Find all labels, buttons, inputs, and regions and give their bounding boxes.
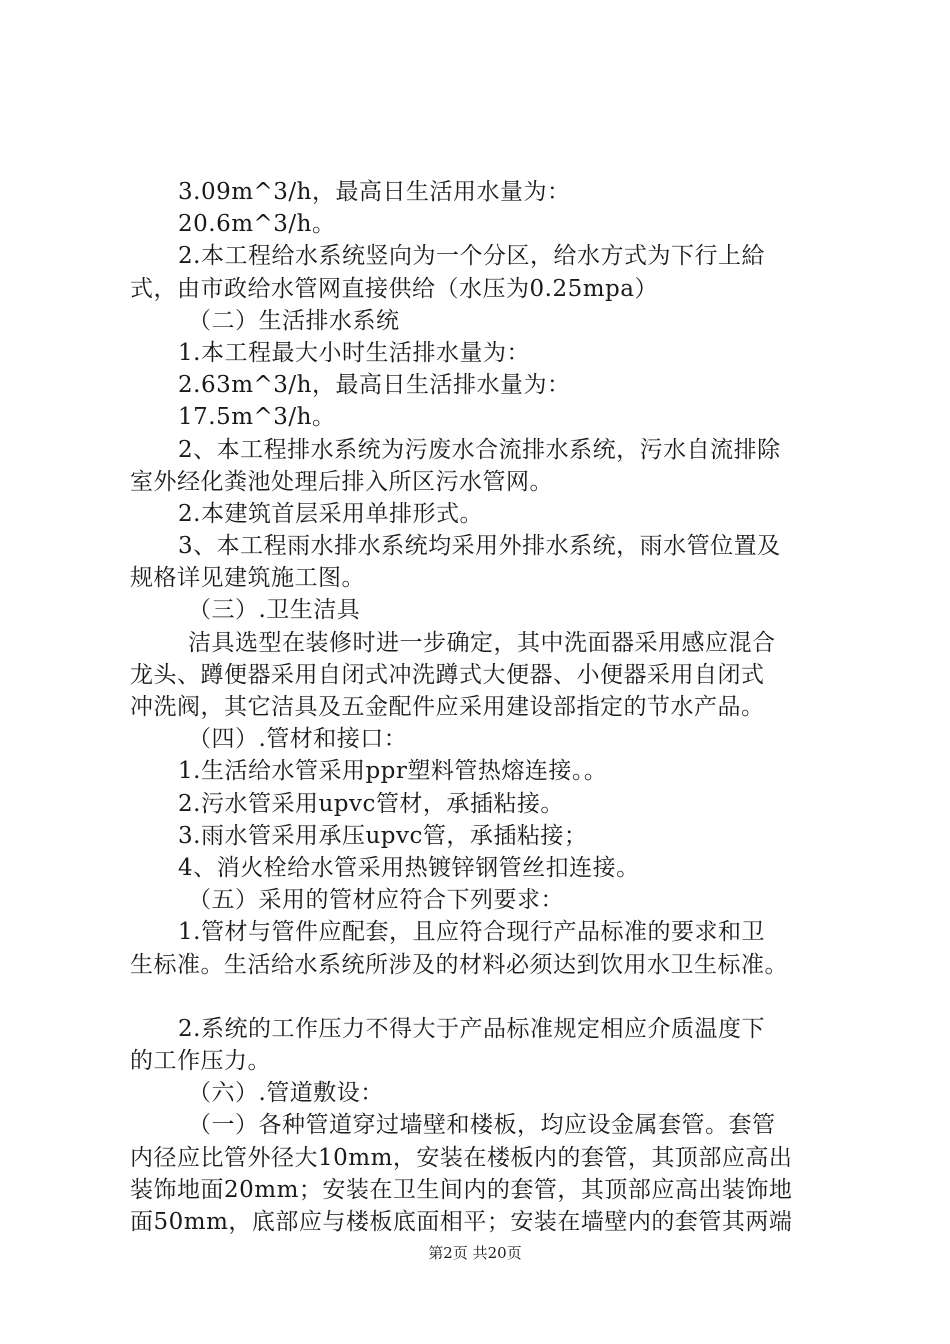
text-line: （四）.管材和接口：	[188, 726, 408, 753]
page-footer: 第2页 共20页	[428, 1244, 522, 1262]
text-line: 2、本工程排水系统为污废水合流排水系统，污水自流排除	[178, 436, 781, 463]
text-line: 装饰地面20mm；安装在卫生间内的套管，其顶部应高出装饰地	[130, 1176, 793, 1203]
text-line: 17.5m^3/h。	[178, 404, 336, 431]
text-line: 2.63m^3/h，最高日生活排水量为：	[178, 372, 571, 399]
text-line: 2.本建筑首层采用单排形式。	[178, 500, 483, 527]
text-line: 1.本工程最大小时生活排水量为：	[178, 339, 530, 366]
text-line: 2.系统的工作压力不得大于产品标准规定相应介质温度下	[178, 1015, 765, 1042]
text-line: 室外经化粪池处理后排入所区污水管网。	[130, 468, 553, 495]
text-line: 规格详见建筑施工图。	[130, 565, 365, 592]
text-line: 4、消火栓给水管采用热镀锌钢管丝扣连接。	[178, 854, 640, 881]
text-line: 1.生活给水管采用ppr塑料管热熔连接。。	[178, 758, 608, 785]
text-line: （一）各种管道穿过墙壁和楼板，均应设金属套管。套管	[188, 1112, 776, 1139]
text-line: 3.雨水管采用承压upvc管，承插粘接；	[178, 822, 588, 849]
text-line: （六）.管道敷设：	[188, 1080, 384, 1107]
text-line: 面50mm，底部应与楼板底面相平；安装在墙壁内的套管其两端	[130, 1209, 793, 1235]
text-line: （五）采用的管材应符合下列要求：	[188, 887, 564, 914]
text-line: 20.6m^3/h。	[178, 211, 336, 238]
text-line: 式，由市政给水管网直接供给（水压为0.25mpa）	[130, 275, 658, 302]
text-line: 2.本工程给水系统竖向为一个分区，给水方式为下行上給	[178, 243, 765, 270]
text-line: 洁具选型在装修时进一步确定，其中洗面器采用感应混合	[188, 629, 776, 656]
text-line: 2.污水管采用upvc管材，承插粘接。	[178, 790, 564, 817]
document-body	[130, 176, 850, 1238]
text-line: 冲洗阀，其它洁具及五金配件应采用建设部指定的节水产品。	[130, 694, 765, 720]
text-line: 龙头、蹲便器采用自闭式冲洗蹲式大便器、小便器采用自闭式	[130, 661, 765, 688]
text-line: 的工作压力。	[130, 1048, 271, 1075]
text-line: 3、本工程雨水排水系统均采用外排水系统，雨水管位置及	[178, 533, 781, 560]
blank-line	[130, 981, 850, 1013]
text-line: 生标准。生活给水系统所涉及的材料必须达到饮用水卫生标准。	[130, 951, 788, 978]
text-line: （三）.卫生洁具	[188, 597, 361, 624]
text-line: 3.09m^3/h，最高日生活用水量为：	[178, 179, 571, 205]
text-line: （二）生活排水系统	[188, 307, 400, 334]
text-line: 1.管材与管件应配套，且应符合现行产品标准的要求和卫	[178, 919, 765, 946]
text-line: 内径应比管外径大10mm，安装在楼板内的套管，其顶部应高出	[130, 1144, 793, 1171]
